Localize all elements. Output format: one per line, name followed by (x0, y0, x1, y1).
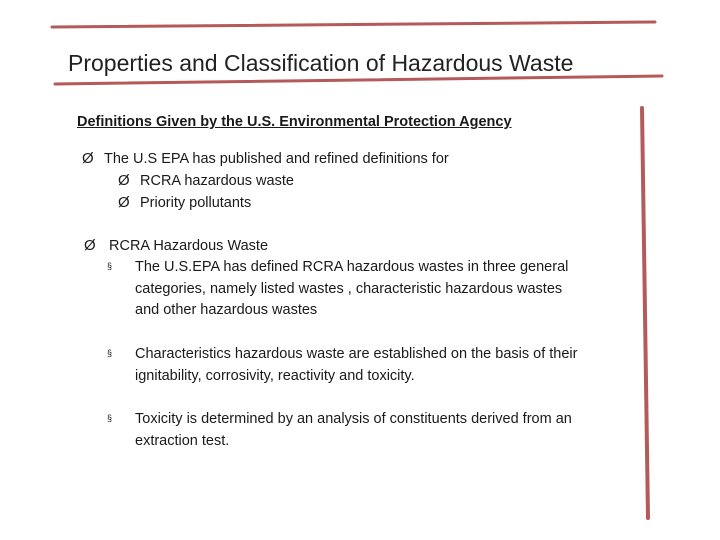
bullet-text: The U.S EPA has published and refined definitions for (104, 151, 449, 167)
bullet-text: Priority pollutants (140, 195, 252, 211)
top-rule-line (52, 22, 655, 27)
sub-bullet-text: The U.S.EPA has defined RCRA hazardous wastes in three general categories, namely listed wastes , characteristic hazardous wastes and other hazardous wastes (135, 259, 569, 318)
bullet-item (118, 193, 251, 213)
square-bullet-icon: § (107, 413, 113, 423)
sub-bullet-text: Toxicity is determined by an analysis of constituents derived from an extraction test. (135, 411, 572, 449)
square-bullet-icon: § (107, 348, 113, 358)
bullet-text: RCRA Hazardous Waste (109, 238, 269, 254)
sub-bullet-item (107, 256, 581, 322)
bullet-item (118, 171, 294, 191)
arrow-bullet-icon: Ø (82, 150, 94, 167)
arrow-bullet-icon: Ø (118, 194, 130, 211)
square-bullet-icon: § (107, 261, 113, 271)
arrow-bullet-icon: Ø (118, 172, 130, 189)
arrow-bullet-icon: Ø (84, 237, 96, 254)
bullet-item (82, 149, 449, 169)
section-subheading: Definitions Given by the U.S. Environmental Protection Agency (77, 114, 512, 130)
sub-bullet-text: Characteristics hazardous waste are established on the basis of their ignitability, corrosivity, reactivity and toxicity. (135, 346, 578, 384)
right-vertical-rule (642, 108, 648, 518)
bullet-item (84, 236, 268, 256)
slide-title: Properties and Classification of Hazardous Waste (68, 50, 574, 76)
bullet-text: RCRA hazardous waste (140, 173, 294, 189)
bottom-rule-line (55, 76, 662, 84)
sub-bullet-item (107, 408, 581, 452)
sub-bullet-item (107, 343, 581, 387)
